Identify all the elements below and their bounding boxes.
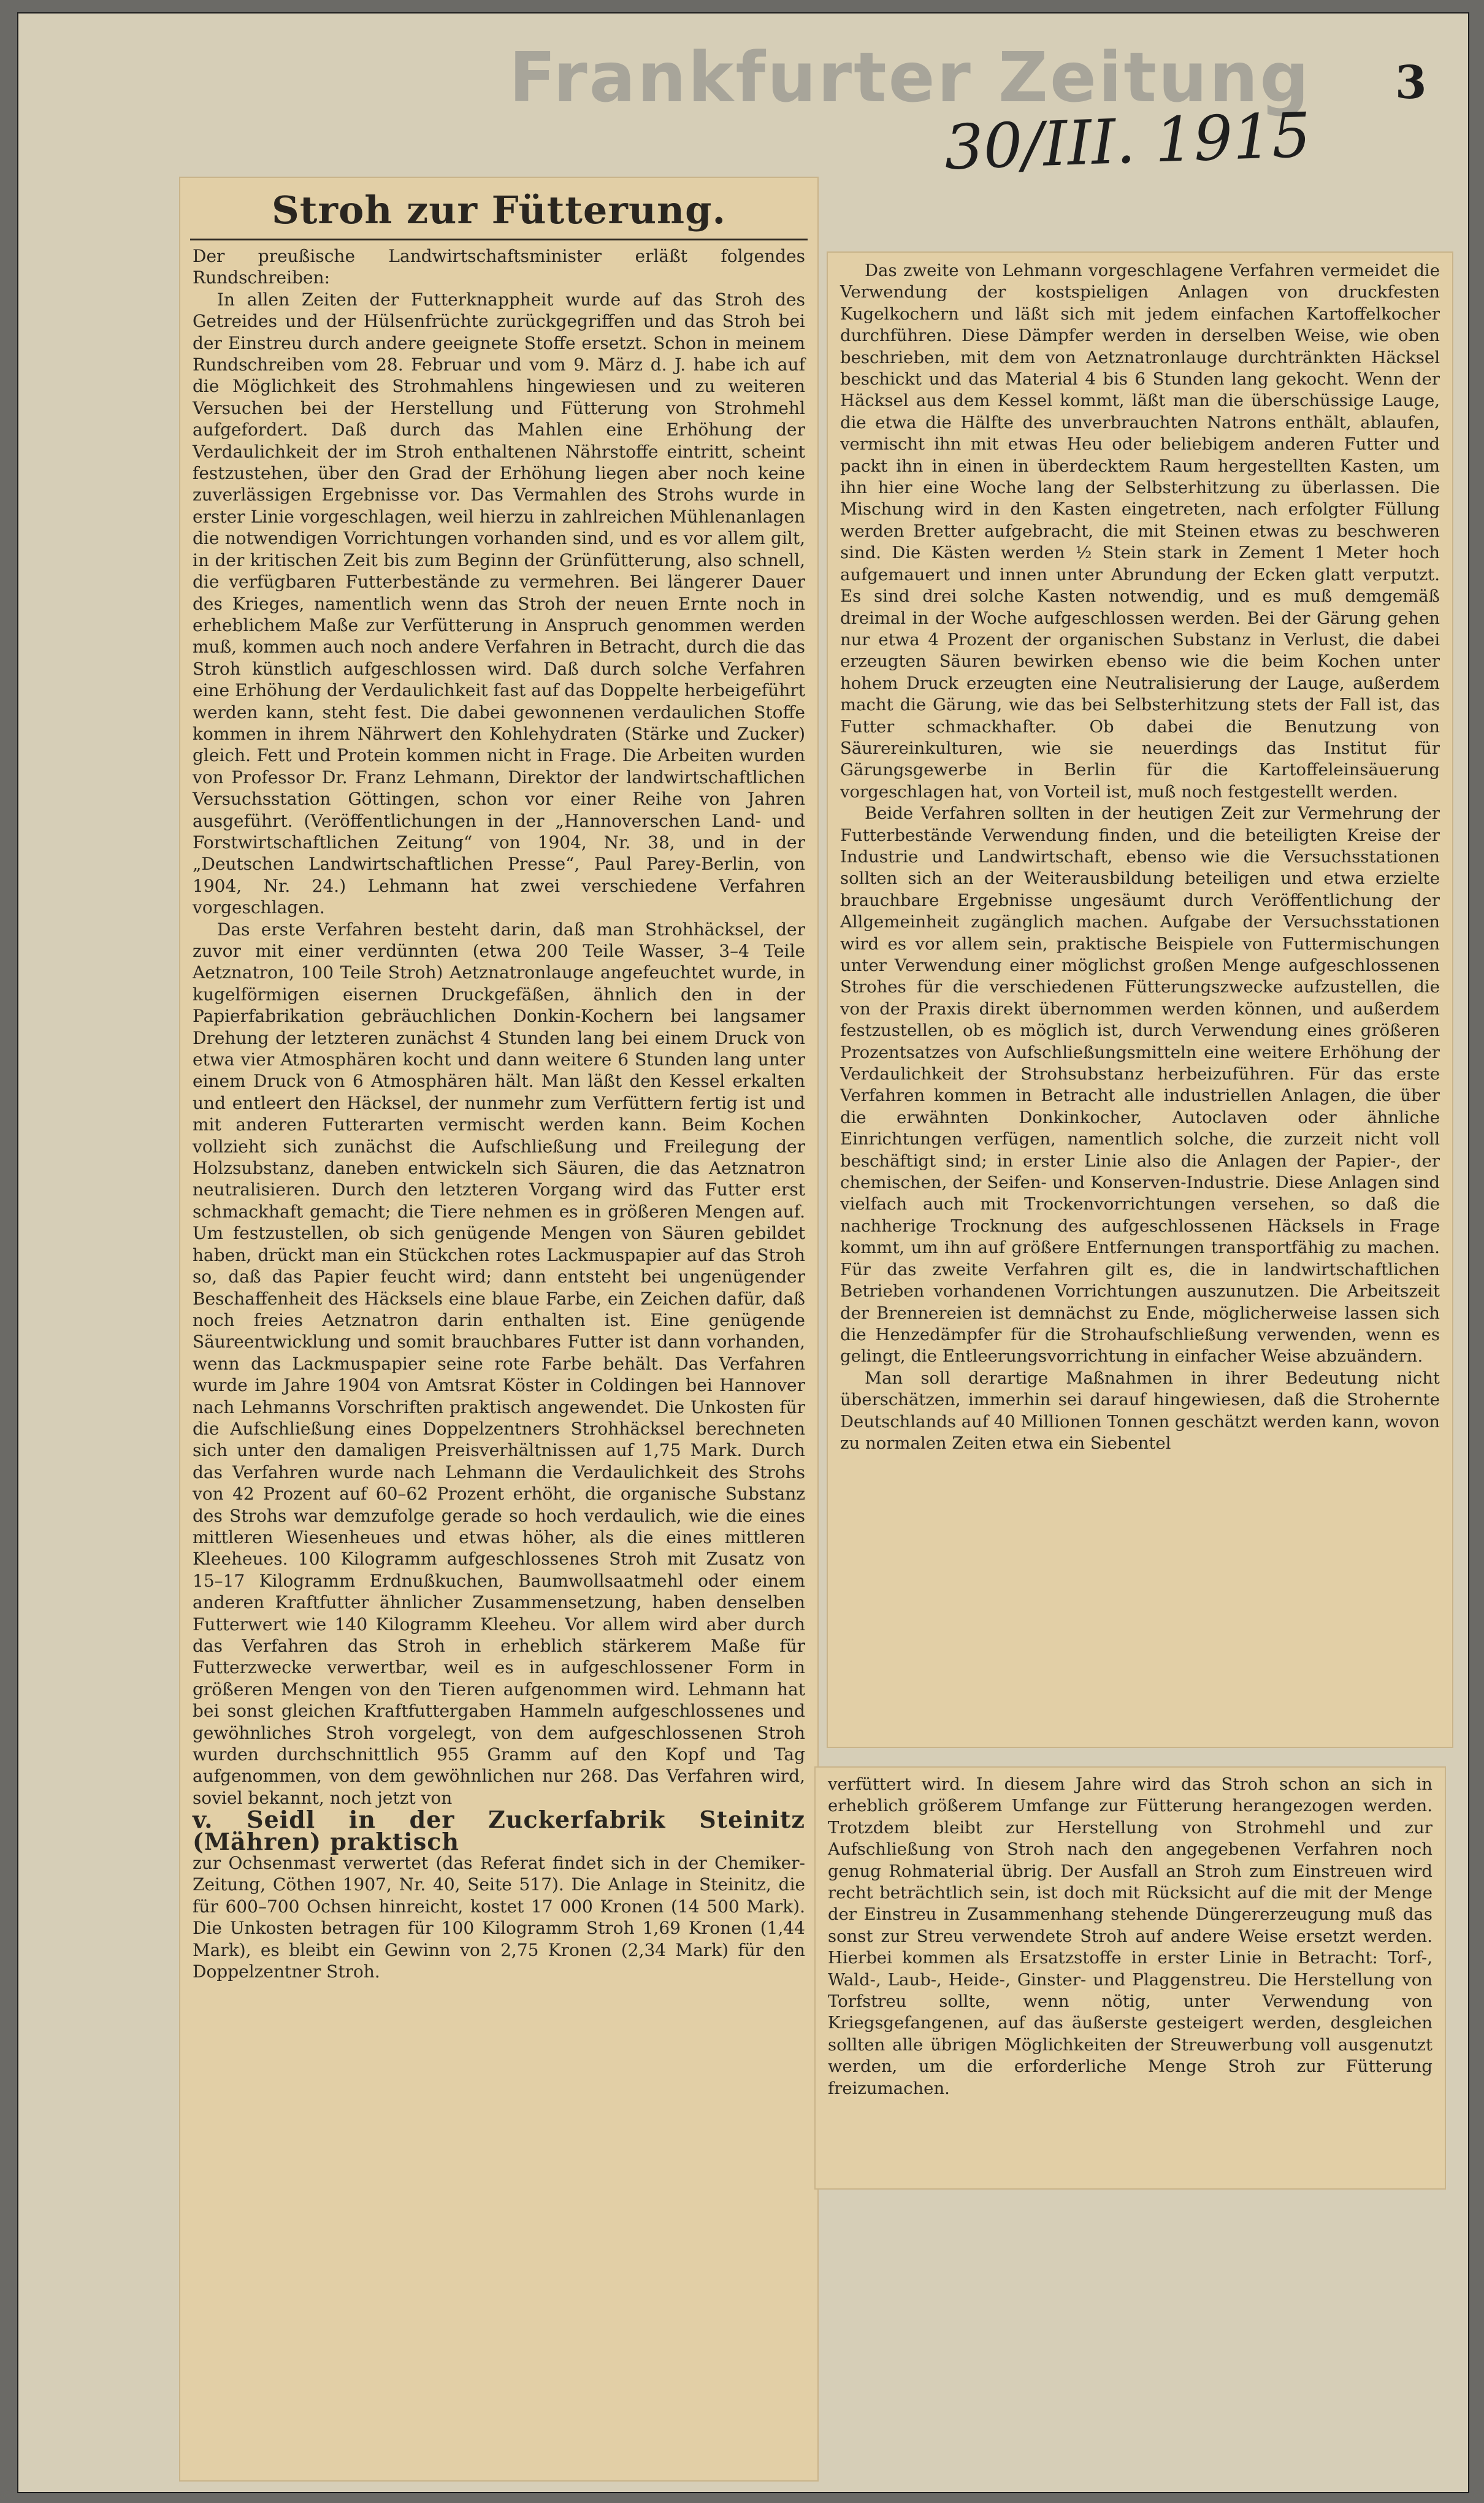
- newspaper-stamp: Frankfurter Zeitung: [509, 38, 1311, 118]
- clipping-left-column: [179, 177, 819, 2482]
- paragraph: Das zweite von Lehmann vorgeschlagene Verfahren vermeidet die Verwendung der kostspieligen Anlagen von druckfesten Kugelkochern und läßt sich mit jedem einfachen Kartoffelkocher durchführen. Diese Dämpfer werden in derselben Weise, wie oben beschrieben, mit dem von Aetznatronlauge durchtränkten Häcksel beschickt und das Material 4 bis 6 Stunden lang gekocht. Wenn der Häcksel aus dem Kessel kommt, läßt man die überschüssige Lauge, die etwa die Hälfte des unverbrauchten Natrons enthält, ablaufen, vermischt ihn mit etwas Heu oder beliebigem anderen Futter und packt ihn in einen in überdecktem Raum hergestellten Kasten, um ihn hier eine Woche lang der Selbsterhitzung zu überlassen. Die Mischung wird in den Kasten eingetreten, nach erfolgter Füllung werden Bretter aufgebracht, die mit Steinen etwas zu beschweren sind. Die Kästen werden ½ Stein stark in Zement 1 Meter hoch aufgemauert und innen unter Abrundung der Ecken glatt verputzt. Es sind drei solche Kasten notwendig, und es muß demgemäß dreimal in der Woche aufgeschlossen werden. Bei der Gärung gehen nur etwa 4 Prozent der organischen Substanz in Verlust, die dabei erzeugten Säuren bewirken ebenso wie die beim Kochen unter hohem Druck erzeugten eine Neutralisierung der Lauge, außerdem macht die Gärung, wie das bei Selbsterhitzung stets der Fall ist, das Futter schmackhafter. Ob dabei die Benutzung von Säurereinkulturen, wie sie neuerdings das Institut für Gärungsgewerbe in Berlin für die Kartoffeleinsäuerung vorgeschlagen hat, von Vorteil ist, muß noch festgestellt werden.: [840, 261, 1440, 802]
- clipping-right-column-bottom: [814, 1766, 1446, 2190]
- paragraph-heavy-line: v. Seidl in der Zuckerfabrik Steinitz (Mähren) praktisch: [193, 1806, 805, 1855]
- paragraph: verfüttert wird. In diesem Jahre wird das Stroh schon an sich in erheblich größerem Umfange zur Fütterung herangezogen werden. Trotzdem bleibt zur Herstellung von Strohmehl und zur Aufschließung von Stroh nach den angegebenen Verfahren noch genug Rohmaterial übrig. Der Ausfall an Stroh zum Einstreuen wird recht beträchtlich sein, ist doch mit Rücksicht auf die mit der Menge der Einstreu in Zusammenhang stehende Düngererzeugung muß das sonst zur Streu verwendete Stroh auf andere Weise ersetzt werden. Hierbei kommen als Ersatzstoffe in erster Linie in Betracht: Torf-, Wald-, Laub-, Heide-, Ginster- und Plaggenstreu. Die Herstellung von Torfstreu sollte, wenn nötig, unter Verwendung von Kriegsgefangenen, auf das äußerste gesteigert werden, desgleichen sollten alle übrigen Möglichkeiten der Streuwerbung voll ausgenutzt werden, um die erforderliche Menge Stroh zur Fütterung freizumachen.: [828, 1774, 1432, 2098]
- paragraph: zur Ochsenmast verwertet (das Referat findet sich in der Chemiker-Zeitung, Cöthen 1907, Nr. 40, Seite 517). Die Anlage in Steinitz, die für 600–700 Ochsen hinreicht, kostet 17 000 Kronen (14 500 Mark). Die Unkosten betragen für 100 Kilogramm Stroh 1,69 Kronen (1,44 Mark), es bleibt ein Gewinn von 2,75 Kronen (2,34 Mark) für den Doppelzentner Stroh.: [193, 1853, 805, 1982]
- clipping-right-column-top: [827, 251, 1453, 1748]
- handwritten-date: 30/III. 1915: [943, 99, 1312, 184]
- paragraph: Der preußische Landwirtschaftsminister erläßt folgendes Rundschreiben:: [193, 246, 805, 288]
- title-divider: [190, 239, 808, 240]
- left-column-text: [193, 245, 805, 1983]
- right-bottom-text: [828, 1774, 1432, 2099]
- right-column-text: [840, 260, 1440, 1454]
- paragraph: Beide Verfahren sollten in der heutigen Zeit zur Vermehrung der Futterbestände Verwendung finden, und die beteiligten Kreise der Industrie und Landwirtschaft, ebenso wie die Versuchsstationen sollten sich an der Weiterausbildung beteiligen und etwa erzielte brauchbare Ergebnisse ungesäumt durch Veröffentlichung der Allgemeinheit zugänglich machen. Aufgabe der Versuchsstationen wird es vor allem sein, praktische Beispiele von Futtermischungen unter Verwendung einer möglichst großen Menge aufgeschlossenen Strohes für die verschiedenen Fütterungszwecke aufzustellen, die von der Praxis direkt übernommen werden können, und außerdem festzustellen, ob es möglich ist, durch Verwendung eines größeren Prozentsatzes von Aufschließungsmitteln eine weitere Erhöhung der Verdaulichkeit der Strohsubstanz herbeizuführen. Für das erste Verfahren kommen in Betracht alle industriellen Anlagen, die über die erwähnten Donkinkocher, Autoclaven oder ähnliche Einrichtungen verfügen, namentlich solche, die zurzeit nicht voll beschäftigt sind; in erster Linie also die Anlagen der Papier-, der chemischen, der Seifen- und Konserven-Industrie. Diese Anlagen sind vielfach auch mit Trockenvorrichtungen versehen, so daß die nachherige Trocknung des aufgeschlossenen Häcksels in Frage kommt, um ihn auf größere Entfernungen transportfähig zu machen. Für das zweite Verfahren gilt es, die in landwirtschaftlichen Betrieben vorhandenen Vorrichtungen auszunutzen. Die Arbeitszeit der Brennereien ist demnächst zu Ende, möglicherweise lassen sich die Henzedämpfer für die Strohaufschließung verwenden, wenn es gelingt, die Entleerungsvorrichtung in einfacher Weise abzuändern.: [840, 803, 1440, 1366]
- page-number: 3: [1395, 56, 1427, 109]
- paragraph: Man soll derartige Maßnahmen in ihrer Bedeutung nicht überschätzen, immerhin sei darauf hingewiesen, daß die Strohernte Deutschlands auf 40 Millionen Tonnen geschätzt werden kann, wovon zu normalen Zeiten etwa ein Siebentel: [840, 1368, 1440, 1453]
- paragraph: Das erste Verfahren besteht darin, daß man Strohhäcksel, der zuvor mit einer verdünnten (etwa 200 Teile Wasser, 3–4 Teile Aetznatron, 100 Teile Stroh) Aetznatronlauge angefeuchtet wurde, in kugelförmigen eisernen Druckgefäßen, ähnlich den in der Papierfabrikation gebräuchlichen Donkin-Kochern bei langsamer Drehung der letzteren zunächst 4 Stunden lang bei einem Druck von etwa vier Atmosphären kocht und dann weitere 6 Stunden lang unter einem Druck von 6 Atmosphären hält. Man läßt den Kessel erkalten und entleert den Häcksel, der nunmehr zum Verfüttern fertig ist und mit anderen Futterarten vermischt werden kann. Beim Kochen vollzieht sich zunächst die Aufschließung und Freilegung der Holzsubstanz, daneben entwickeln sich Säuren, die das Aetznatron neutralisieren. Durch den letzteren Vorgang wird das Futter erst schmackhaft gemacht; die Tiere nehmen es in größeren Mengen auf. Um festzustellen, ob sich genügende Mengen von Säuren gebildet haben, drückt man ein Stückchen rotes Lackmuspapier auf das Stroh so, daß das Papier feucht wird; dann entsteht bei ungenügender Beschaffenheit des Häcksels eine blaue Farbe, ein Zeichen dafür, daß noch freies Aetznatron darin enthalten ist. Eine genügende Säureentwicklung und somit brauchbares Futter ist dann vorhanden, wenn das Lackmuspapier seine rote Farbe behält. Das Verfahren wurde im Jahre 1904 von Amtsrat Köster in Coldingen bei Hannover nach Lehmanns Vorschriften praktisch angewendet. Die Unkosten für die Aufschließung eines Doppelzentners Strohhäcksel berechneten sich unter den damaligen Preisverhältnissen auf 1,75 Mark. Durch das Verfahren wurde nach Lehmann die Verdaulichkeit des Strohs von 42 Prozent auf 60–62 Prozent erhöht, die organische Substanz des Strohs war demzufolge gerade so hoch verdaulich, wie die eines mittleren Wiesenheues und etwas höher, als die eines mittleren Kleeheues. 100 Kilogramm aufgeschlossenes Stroh mit Zusatz von 15–17 Kilogramm Erdnußkuchen, Baumwollsaatmehl oder einem anderen Kraftfutter ähnlicher Zusammensetzung, haben denselben Futterwert wie 140 Kilogramm Kleeheu. Vor allem wird aber durch das Verfahren das Stroh in erheblich stärkerem Maße für Futterzwecke verwertbar, weil es in aufgeschlossener Form in größeren Mengen von den Tieren aufgenommen wird. Lehmann hat bei sonst gleichen Kraftfuttergaben Hammeln aufgeschlossenes und gewöhnliches Stroh vorgelegt, von dem aufgeschlossenen Stroh wurden durchschnittlich 955 Gramm auf den Kopf und Tag aufgenommen, von dem gewöhnlichen nur 268. Das Verfahren wird, soviel bekannt, noch jetzt von: [193, 919, 805, 1808]
- article-title: Stroh zur Fütterung.: [271, 188, 727, 232]
- paragraph: In allen Zeiten der Futterknappheit wurde auf das Stroh des Getreides und der Hülsenfrüchte zurückgegriffen und das Stroh bei der Einstreu durch andere geeignete Stoffe ersetzt. Schon in meinem Rundschreiben vom 28. Februar und vom 9. März d. J. habe ich auf die Möglichkeit des Strohmahlens hingewiesen und zu weiteren Versuchen bei der Herstellung und Fütterung von Strohmehl aufgefordert. Daß durch das Mahlen eine Erhöhung der Verdaulichkeit der im Stroh enthaltenen Nährstoffe eintritt, scheint festzustehen, über den Grad der Erhöhung liegen aber noch keine zuverlässigen Ergebnisse vor. Das Vermahlen des Strohs wurde in erster Linie vorgeschlagen, weil hierzu in zahlreichen Mühlenanlagen die notwendigen Vorrichtungen vorhanden sind, und es vor allem gilt, in der kritischen Zeit bis zum Beginn der Grünfütterung, also schnell, die verfügbaren Futterbestände zu vermehren. Bei längerer Dauer des Krieges, namentlich wenn das Stroh der neuen Ernte noch in erheblichem Maße zur Verfütterung in Anspruch genommen werden muß, kommen auch noch andere Verfahren in Betracht, durch die das Stroh künstlich aufgeschlossen wird. Daß durch solche Verfahren eine Erhöhung der Verdaulichkeit fast auf das Doppelte herbeigeführt werden kann, steht fest. Die dabei gewonnenen verdaulichen Stoffe kommen in ihrem Nährwert den Kohlehydraten (Stärke und Zucker) gleich. Fett und Protein kommen nicht in Frage. Die Arbeiten wurden von Professor Dr. Franz Lehmann, Direktor der landwirtschaftlichen Versuchsstation Göttingen, schon vor einer Reihe von Jahren ausgeführt. (Veröffentlichungen in der „Hannoverschen Land- und Forstwirtschaftlichen Zeitung“ von 1904, Nr. 38, und in der „Deutschen Landwirtschaftlichen Presse“, Paul Parey-Berlin, von 1904, Nr. 24.) Lehmann hat zwei verschiedene Verfahren vorgeschlagen.: [193, 289, 805, 918]
